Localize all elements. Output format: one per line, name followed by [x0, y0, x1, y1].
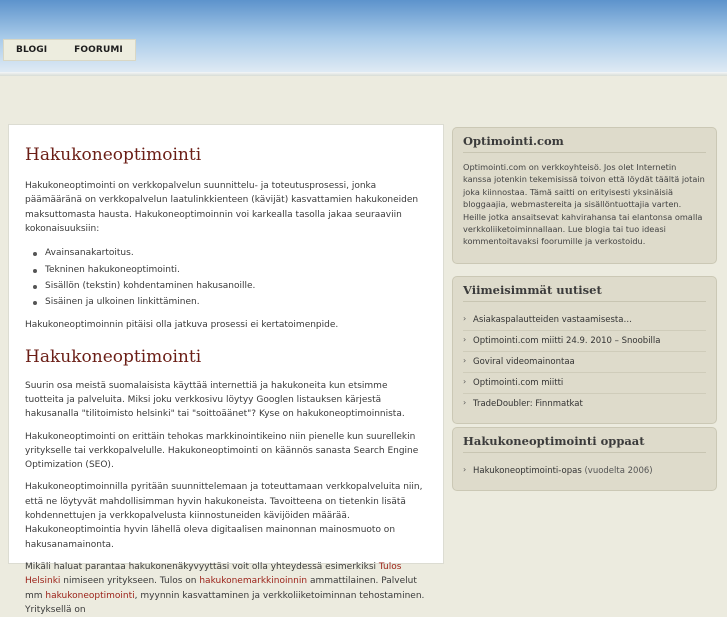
link-hakukonemarkkinointi[interactable]: hakukonemarkkinoinnin	[199, 576, 308, 587]
news-item[interactable]	[463, 331, 706, 352]
nav-blog[interactable]: BLOGI	[16, 45, 48, 55]
text: Mikäli haluat parantaa hakukonenäkyvyyttäsi voit olla yhteydessä esimerkiksi	[25, 561, 379, 572]
news-item[interactable]	[463, 352, 706, 373]
sidebar-about-box	[452, 127, 717, 264]
sidebar-news-box	[452, 276, 717, 424]
list-item: Avainsanakartoitus.	[45, 246, 427, 261]
list-item: Tekninen hakukoneoptimointi.	[45, 263, 427, 278]
news-item[interactable]	[463, 373, 706, 394]
paragraph: Hakukoneoptimointi on erittäin tehokas markkinointikeino niin pienelle kun suurellekin yritykselle tai verkkopalvelulle. Hakukoneoptimointi on käännös sanasta Search Engine Optimization (SEO).	[25, 431, 419, 471]
chevron-right-icon: ›	[463, 314, 467, 323]
chevron-right-icon: ›	[463, 377, 467, 386]
outro-paragraph: Hakukoneoptimoinnin pitäisi olla jatkuva prosessi ei kertatoimenpide.	[25, 320, 339, 331]
news-item-label: Goviral videomainontaa	[473, 357, 575, 367]
chevron-right-icon: ›	[463, 356, 467, 365]
sidebar-guides-box	[452, 427, 717, 491]
news-item-label: TradeDoubler: Finnmatkat	[473, 399, 583, 409]
header-banner	[0, 0, 727, 72]
intro-paragraph: Hakukoneoptimointi on verkkopalvelun suunnittelu- ja toteutusprosessi, jonka päämääränä on verkkopalvelun laatulinkkienteen (kävijät) kasvattamien hakukoneiden maksuttomasta hausta. Hakukoneoptimoinnin voi karkealla tasolla jakaa seuraaviin kokonaisuuksiin:	[25, 181, 419, 234]
chevron-right-icon: ›	[463, 335, 467, 344]
sidebar-news-title: Viimeisimmät uutiset	[463, 283, 706, 302]
news-item[interactable]	[463, 310, 706, 331]
link-hakukoneoptimointi[interactable]: hakukoneoptimointi	[45, 590, 135, 601]
sub-header-band	[0, 76, 727, 117]
topics-list	[25, 246, 427, 310]
paragraph: Hakukoneoptimoinnilla pyritään suunnittelemaan ja toteuttamaan verkkopalveluita niin, että ne löytyvät mahdollisimman hyvin hakukoneista. Tavoitteena on tietenkin lisätä kohdennettujen ja verkkopalvelusta kiinnostuneiden kävijöiden määrää. Hakukoneoptimointia hyvin lähellä oleva digitaalisen mainonnan mainosmuoto on hakusanamainonta.	[25, 482, 423, 550]
paragraph: Suurin osa meistä suomalaisista käyttää internettiä ja hakukoneita kun etsimme tuotteita ja palveluita. Miksi joku verkkosivu löytyy Googlen listauksen kärjestä hakusanalla "tilitoimisto helsinki" tai "soittoäänet"? Kyse on hakukoneoptimoinnista.	[25, 380, 405, 420]
chevron-right-icon: ›	[463, 398, 467, 407]
sidebar-about-text: Optimointi.com on verkkoyhteisö. Jos olet Internetin kanssa jotenkin tekemisissä toivon että löydät täältä jotain joka kiinnostaa. Tämä saitti on erityisesti yksinäisiä bloggaajia, webmastereita ja sisällöntuottajia varten. Heille jotka ansaitsevat kahvirahansa tai elantonsa omalla verkkoliiketoiminnallaan. Lue blogia tai tuo ideasi kommentoitavaksi foorumille ja verkostoidu.	[463, 162, 705, 247]
main-content	[8, 124, 444, 615]
news-item-label: Asiakaspalautteiden vastaamisesta…	[473, 315, 632, 325]
text: ammattilainen. Palvelut mm	[25, 576, 417, 601]
section-title: Hakukoneoptimointi	[25, 346, 202, 367]
guide-item[interactable]	[463, 461, 706, 481]
paragraph-with-links	[25, 560, 427, 617]
text: , myynnin kasvattaminen ja verkkoliiketoiminnan tehostaminen. Yrityksellä on	[25, 590, 425, 615]
news-item-label: Optimointi.com miitti 24.9. 2010 – Snoobilla	[473, 336, 661, 346]
nav-forum[interactable]: FOORUMI	[74, 45, 123, 55]
list-item: Sisällön (tekstin) kohdentaminen hakusanoille.	[45, 279, 427, 294]
chevron-right-icon: ›	[463, 465, 467, 474]
sidebar-guides-title: Hakukoneoptimointi oppaat	[463, 434, 706, 453]
link-tulos-helsinki[interactable]: Tulos Helsinki	[25, 561, 402, 587]
sidebar-about-title: Optimointi.com	[463, 134, 706, 153]
list-item: Sisäinen ja ulkoinen linkittäminen.	[45, 295, 427, 310]
text: nimiseen yritykseen. Tulos on	[60, 576, 200, 587]
guide-item-label: Hakukoneoptimointi-opas	[473, 466, 582, 476]
guide-item-year: (vuodelta 2006)	[581, 466, 653, 476]
page-title: Hakukoneoptimointi	[25, 145, 202, 165]
news-item-label: Optimointi.com miitti	[473, 378, 564, 388]
news-item[interactable]	[463, 394, 706, 414]
main-nav	[3, 39, 136, 61]
